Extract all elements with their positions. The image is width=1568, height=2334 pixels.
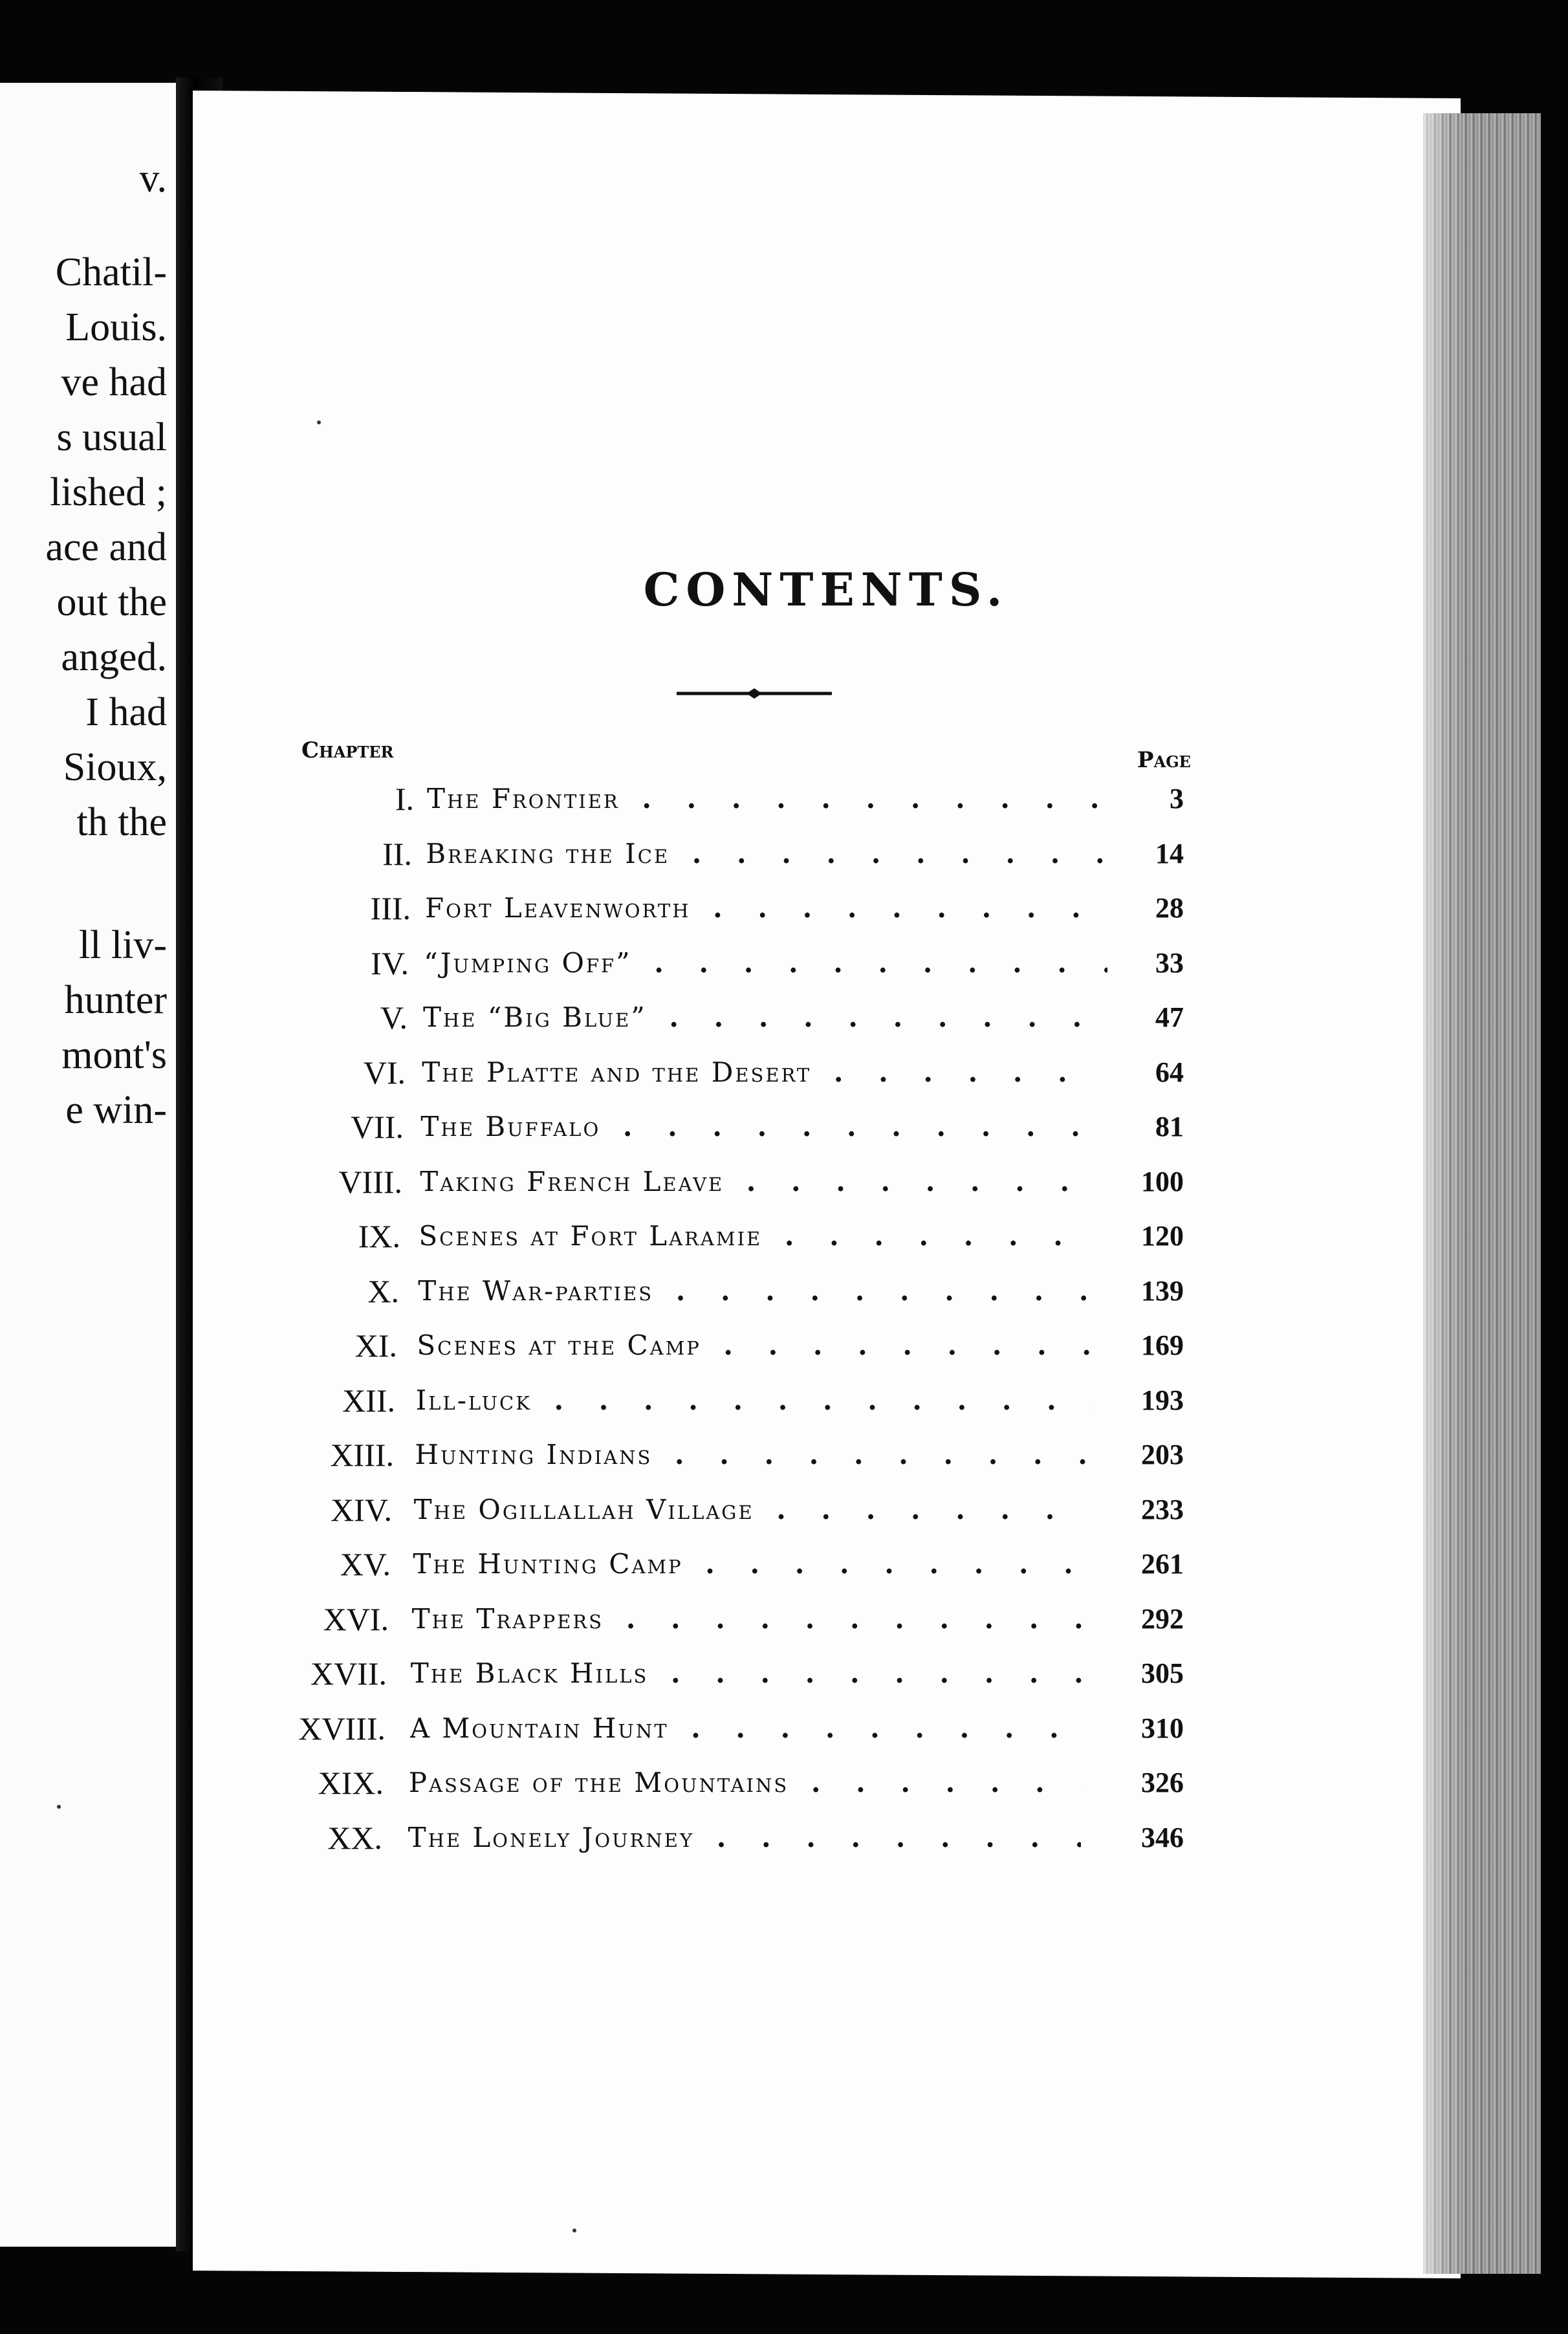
left-page-line: Louis. — [65, 305, 167, 349]
chapter-title: Ill-luck . . . — [416, 1381, 1094, 1420]
contents-entry — [150, 944, 1185, 983]
chapter-title: “Jumping Off” . . . — [424, 944, 1107, 983]
chapter-title: The Lonely Journey . . . — [408, 1818, 1081, 1857]
chapter-title: Scenes at the Camp . . . — [417, 1326, 1096, 1365]
left-page-line: anged. — [61, 635, 167, 679]
chapter-number: VII. — [351, 1109, 404, 1145]
contents-entry — [127, 1709, 1184, 1748]
contents-title: CONTENTS. — [643, 563, 1009, 616]
chapter-title: A Mountain Hunt . . . — [410, 1709, 1084, 1748]
left-page-line: out the — [56, 580, 167, 624]
left-page-line: hunter — [64, 978, 167, 1022]
left-page-line: s usual — [56, 415, 167, 459]
chapter-title: The War-parties . . . — [418, 1272, 1098, 1311]
chapter-title: The Trappers . . . — [412, 1600, 1087, 1639]
chapter-page-number: 193 — [1141, 1384, 1184, 1416]
chapter-page-number: 33 — [1155, 947, 1184, 979]
chapter-page-number: 28 — [1155, 892, 1184, 924]
left-page-line: e win- — [65, 1088, 167, 1132]
left-page-line: ll liv- — [78, 923, 167, 967]
contents-entry — [152, 889, 1187, 928]
title-ornament — [677, 686, 832, 701]
chapter-title: The Black Hills . . . — [411, 1654, 1085, 1693]
chapter-page-number: 100 — [1141, 1166, 1184, 1197]
chapter-title: Breaking the Ice . . . — [426, 834, 1111, 873]
chapter-number: XIV. — [331, 1492, 392, 1528]
chapter-page-number: 120 — [1141, 1220, 1184, 1252]
contents-entry — [133, 1490, 1184, 1529]
chapter-column-label: Chapter — [301, 737, 394, 763]
contents-entry — [128, 1654, 1184, 1693]
chapter-number: XII. — [342, 1382, 395, 1419]
contents-entry — [136, 1381, 1184, 1420]
chapter-number: XX. — [327, 1820, 382, 1856]
chapter-title: The Ogillallah Village . . . — [414, 1490, 1091, 1529]
contents-entry — [142, 1217, 1184, 1256]
left-page-line: ve had — [61, 360, 167, 404]
chapter-page-number: 292 — [1141, 1603, 1184, 1635]
chapter-title: Fort Leavenworth . . . — [425, 889, 1109, 928]
chapter-page-number: 305 — [1141, 1657, 1184, 1689]
chapter-number: II. — [382, 836, 412, 872]
chapter-number: XIII. — [330, 1437, 394, 1473]
left-page-line: mont's — [61, 1033, 167, 1077]
chapter-number: XVIII. — [298, 1710, 386, 1747]
paper-speck — [317, 420, 321, 424]
chapter-title: The Frontier . . . — [427, 780, 1113, 818]
chapter-page-number: 326 — [1141, 1767, 1184, 1798]
chapter-number: III. — [370, 890, 411, 926]
chapter-number: IX. — [358, 1218, 400, 1254]
chapter-page-number: 81 — [1155, 1111, 1184, 1142]
chapter-number: VI. — [363, 1054, 406, 1091]
chapter-number: X. — [367, 1273, 399, 1309]
contents-entry — [155, 780, 1190, 818]
chapter-page-number: 261 — [1141, 1548, 1184, 1580]
chapter-number: V. — [380, 999, 408, 1036]
chapter-number: XIX. — [318, 1765, 384, 1801]
chapter-title: The Platte and the Desert . . . — [422, 1053, 1104, 1092]
page-fore-edge-shade — [1423, 113, 1449, 2274]
chapter-page-number: 310 — [1141, 1712, 1184, 1744]
contents-entry — [130, 1600, 1184, 1639]
paper-speck — [57, 1805, 61, 1809]
chapter-title: Hunting Indians . . . — [415, 1435, 1093, 1474]
left-page-line: th the — [76, 800, 167, 844]
left-page-line: Sioux, — [63, 745, 167, 789]
chapter-title: The Buffalo . . . — [420, 1107, 1102, 1146]
contents-entry — [145, 1107, 1184, 1146]
chapter-title: Taking French Leave . . . — [420, 1162, 1101, 1201]
contents-entry — [135, 1435, 1184, 1474]
chapter-title: Scenes at Fort Laramie . . . — [419, 1217, 1099, 1256]
contents-entry — [144, 1162, 1184, 1201]
chapter-number: I. — [395, 781, 414, 817]
left-page-line: I had — [85, 690, 167, 734]
chapter-page-number: 64 — [1155, 1056, 1184, 1088]
left-page-line: v. — [139, 157, 167, 201]
chapter-number: XV. — [340, 1546, 391, 1582]
chapter-title: Passage of the Mountains . . . — [409, 1763, 1082, 1802]
chapter-page-number: 233 — [1141, 1494, 1184, 1525]
chapter-title: The Hunting Camp . . . — [413, 1545, 1089, 1584]
chapter-number: XI. — [354, 1327, 397, 1364]
contents-entry — [132, 1545, 1184, 1584]
contents-entry — [124, 1818, 1184, 1857]
chapter-page-number: 14 — [1155, 838, 1184, 869]
chapter-page-number: 346 — [1141, 1822, 1184, 1853]
contents-entry — [153, 834, 1188, 873]
contents-entry — [149, 998, 1184, 1037]
contents-entry — [125, 1763, 1184, 1802]
contents-entry — [147, 1053, 1182, 1092]
page-column-label: Page — [1137, 747, 1191, 773]
left-page-line: lished ; — [50, 470, 167, 514]
contents-entry — [140, 1272, 1184, 1311]
chapter-number: VIII. — [338, 1164, 402, 1200]
left-page-line: Chatil- — [55, 250, 167, 294]
chapter-page-number: 3 — [1170, 783, 1184, 814]
chapter-number: XVI. — [323, 1601, 389, 1637]
contents-entry — [138, 1326, 1184, 1365]
chapter-page-number: 203 — [1141, 1439, 1184, 1470]
chapter-page-number: 169 — [1141, 1329, 1184, 1361]
paper-speck — [572, 2229, 576, 2232]
chapter-number: XVII. — [310, 1655, 387, 1692]
chapter-page-number: 139 — [1141, 1275, 1184, 1307]
left-page-line: ace and — [45, 525, 167, 569]
chapter-title: The “Big Blue” . . . — [423, 998, 1106, 1037]
chapter-page-number: 47 — [1155, 1001, 1184, 1033]
chapter-number: IV. — [371, 945, 409, 981]
